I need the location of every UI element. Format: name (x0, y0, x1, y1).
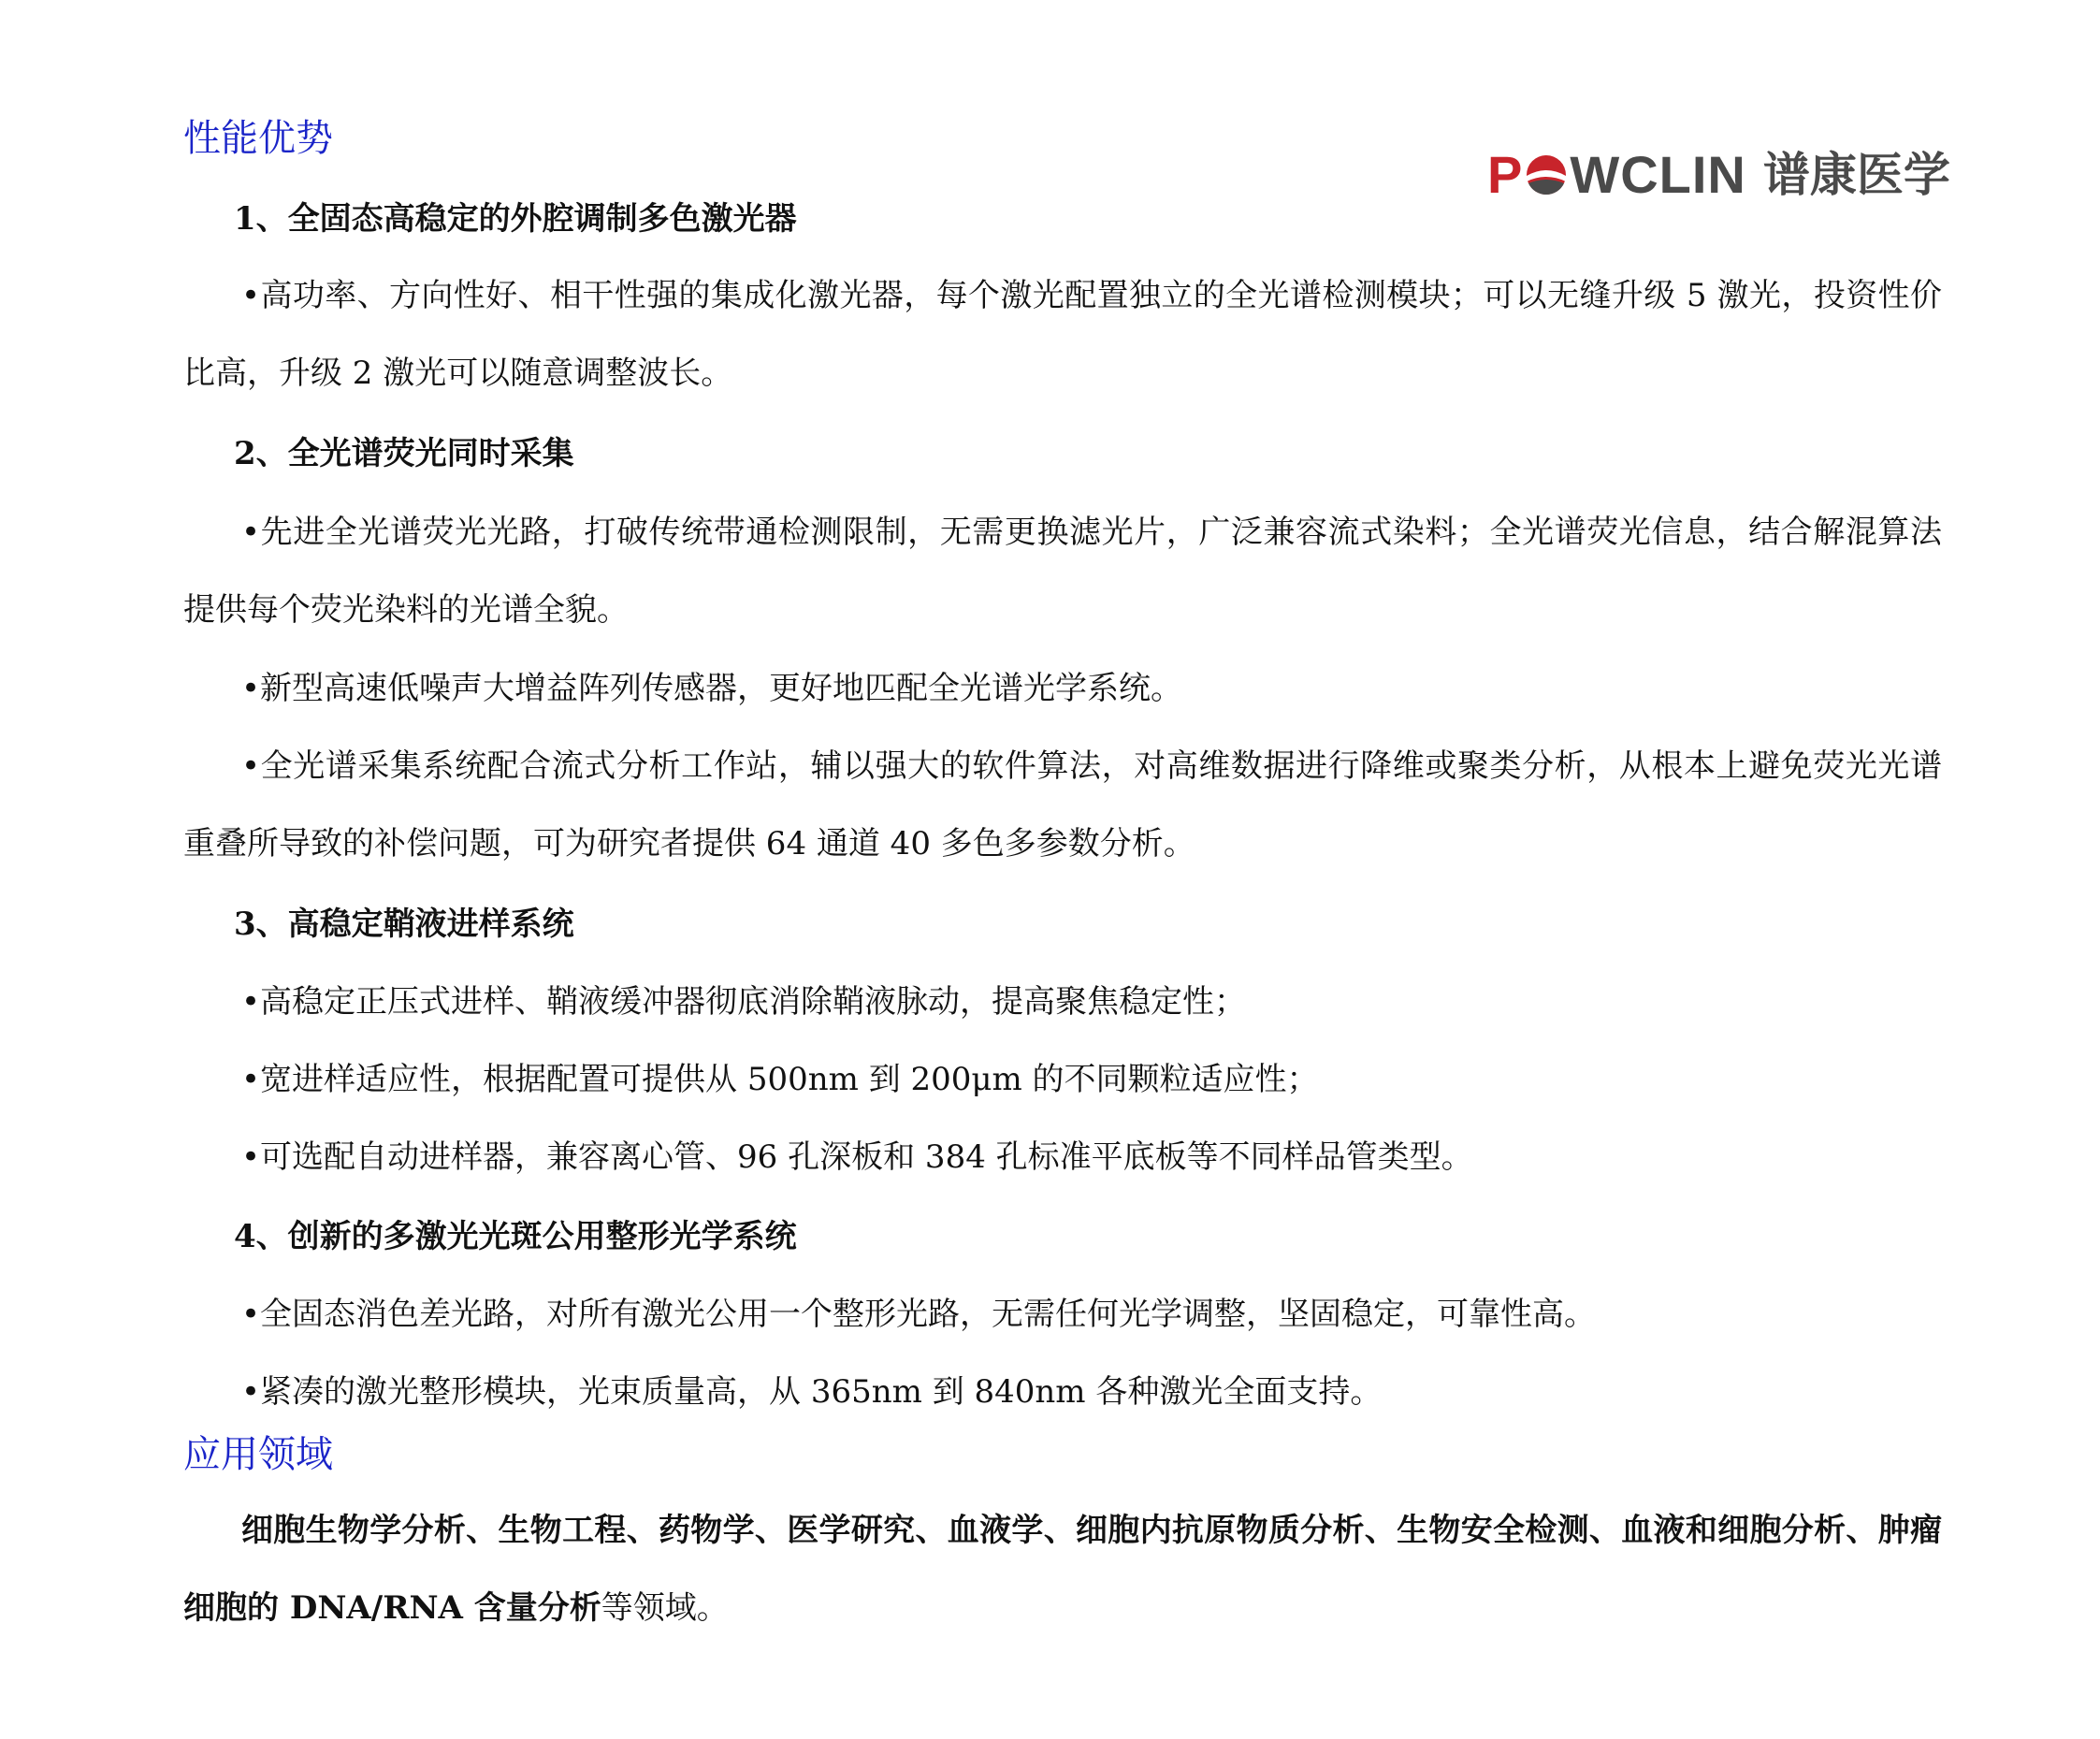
logo-globe-icon (1525, 153, 1568, 196)
advantage-paragraph-3b: •宽进样适应性，根据配置可提供从 500nm 到 200μm 的不同颗粒适应性； (241, 1061, 1319, 1098)
advantage-heading-3: 3、高稳定鞘液进样系统 (234, 906, 574, 943)
advantage-heading-2: 2、全光谱荧光同时采集 (234, 435, 574, 472)
advantage-paragraph-4a: •全固态消色差光路，对所有激光公用一个整形光路，无需任何光学调整，坚固稳定，可靠性高。 (241, 1296, 1597, 1333)
advantage-paragraph-3a: •高稳定正压式进样、鞘液缓冲器彻底消除鞘液脉动，提高聚焦稳定性； (241, 983, 1247, 1021)
advantage-paragraph-2a: •先进全光谱荧光光路，打破传统带通检测限制，无需更换滤光片，广泛兼容流式染料；全光谱荧光信息，结合解混算法提供每个荧光染料的光谱全貌。 (183, 514, 1942, 629)
applications-fields: 细胞生物学分析、生物工程、药物学、医学研究、血液学、细胞内抗原物质分析、生物安全检测、血液和细胞分析、肿瘤细胞的 DNA/RNA 含量分析 (183, 1512, 1942, 1627)
advantages-title: 性能优势 (183, 117, 333, 160)
powclin-logo (1487, 142, 1950, 208)
advantage-heading-4: 4、创新的多激光光斑公用整形光学系统 (234, 1218, 797, 1255)
logo-letters-wclin: WCLIN (1570, 145, 1746, 204)
advantage-paragraph-3c: •可选配自动进样器，兼容离心管、96 孔深板和 384 孔标准平底板等不同样品管类型。 (241, 1138, 1473, 1176)
advantage-paragraph-2b: •新型高速低噪声大增益阵列传感器，更好地匹配全光谱光学系统。 (241, 670, 1183, 707)
advantage-paragraph-2c: •全光谱采集系统配合流式分析工作站，辅以强大的软件算法，对高维数据进行降维或聚类分析，从根本上避免荧光光谱重叠所导致的补偿问题，可为研究者提供 64 通道 40 多色多参数分析。 (183, 747, 1942, 862)
advantage-paragraph-1: •高功率、方向性好、相干性强的集成化激光器，每个激光配置独立的全光谱检测模块；可以无缝升级 5 激光，投资性价比高，升级 2 激光可以随意调整波长。 (183, 277, 1942, 392)
logo-letter-p: P (1487, 145, 1524, 204)
applications-title: 应用领域 (183, 1433, 333, 1476)
advantage-paragraph-4b: •紧凑的激光整形模块，光束质量高，从 365nm 到 840nm 各种激光全面支持。 (241, 1373, 1383, 1411)
advantage-heading-1: 1、全固态高稳定的外腔调制多色激光器 (234, 200, 797, 238)
logo-chinese-name: 谱康医学 (1762, 148, 1950, 202)
logo-wordmark (1487, 145, 1746, 204)
applications-tail: 等领域。 (601, 1589, 729, 1627)
applications-paragraph (183, 1492, 1942, 1647)
